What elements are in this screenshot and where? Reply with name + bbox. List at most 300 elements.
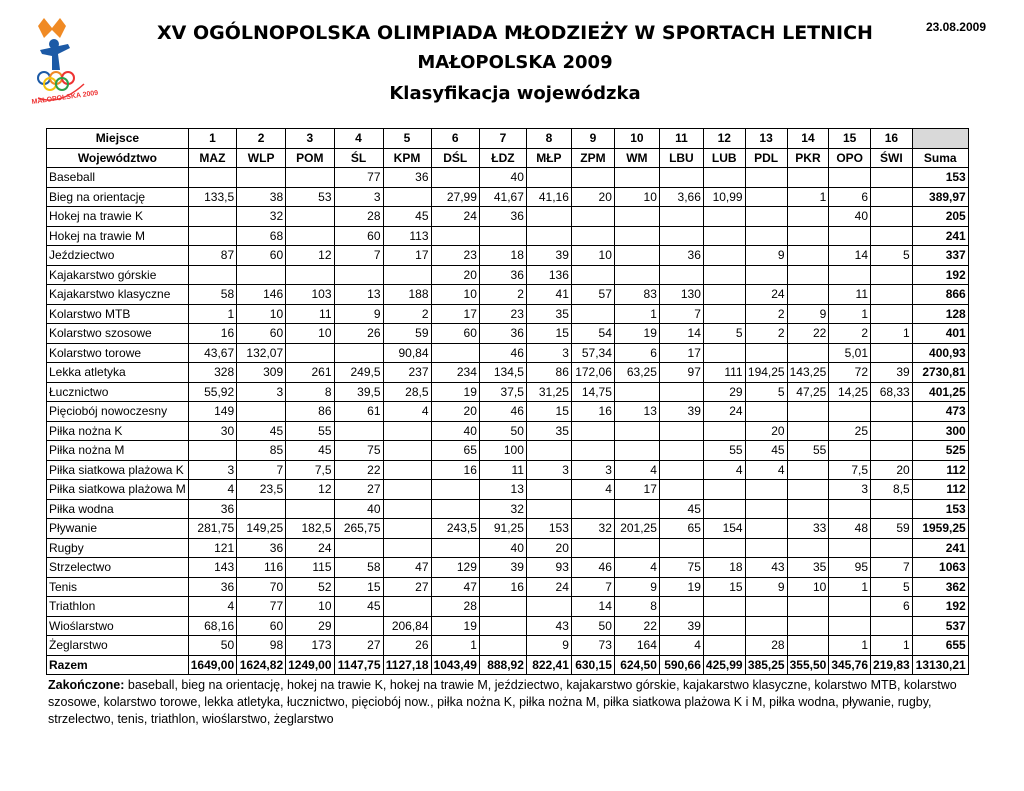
score-cell: 206,84 bbox=[383, 616, 431, 636]
score-cell bbox=[431, 480, 479, 500]
score-cell: 14 bbox=[659, 324, 703, 344]
score-cell bbox=[334, 538, 383, 558]
row-sum-cell: 241 bbox=[912, 538, 968, 558]
score-cell: 1 bbox=[829, 636, 871, 656]
score-cell: 234 bbox=[431, 363, 479, 383]
score-cell: 45 bbox=[334, 597, 383, 617]
total-cell: 822,41 bbox=[526, 655, 571, 675]
discipline-name: Wioślarstwo bbox=[47, 616, 189, 636]
score-cell: 243,5 bbox=[431, 519, 479, 539]
score-cell: 16 bbox=[431, 460, 479, 480]
score-cell bbox=[745, 402, 787, 422]
score-cell: 36 bbox=[479, 207, 526, 227]
places-header-row bbox=[47, 129, 969, 149]
score-cell bbox=[787, 499, 829, 519]
score-cell bbox=[829, 402, 871, 422]
score-cell: 47 bbox=[431, 577, 479, 597]
score-cell: 65 bbox=[659, 519, 703, 539]
discipline-name: Pływanie bbox=[47, 519, 189, 539]
score-cell: 75 bbox=[334, 441, 383, 461]
score-cell bbox=[431, 168, 479, 188]
score-cell: 3 bbox=[526, 343, 571, 363]
region-header-label: Województwo bbox=[47, 148, 189, 168]
score-cell bbox=[383, 441, 431, 461]
score-cell: 14,75 bbox=[571, 382, 614, 402]
olympiad-logo bbox=[30, 14, 110, 109]
place-header-cell: 14 bbox=[787, 129, 829, 149]
score-cell: 40 bbox=[829, 207, 871, 227]
score-cell bbox=[614, 441, 659, 461]
score-cell bbox=[614, 538, 659, 558]
score-cell: 47 bbox=[383, 558, 431, 578]
region-header-cell: KPM bbox=[383, 148, 431, 168]
score-cell: 10 bbox=[787, 577, 829, 597]
score-cell: 132,07 bbox=[237, 343, 286, 363]
score-cell bbox=[745, 480, 787, 500]
score-cell: 24 bbox=[431, 207, 479, 227]
score-cell: 309 bbox=[237, 363, 286, 383]
score-cell: 24 bbox=[703, 402, 745, 422]
total-cell: 1043,49 bbox=[431, 655, 479, 675]
score-cell bbox=[383, 421, 431, 441]
discipline-name: Piłka nożna K bbox=[47, 421, 189, 441]
region-header-cell: PKR bbox=[787, 148, 829, 168]
score-cell: 37,5 bbox=[479, 382, 526, 402]
completed-list: baseball, bieg na orientację, hokej na trawie K, hokej na trawie M, jeździectwo, kajakarstwo górskie, kajakarstwo klasyczne, kolarstwo MTB, kolarstwo szosowe, kolarstwo torowe, lekka atletyka, łucznictwo, pięciobój now., piłka nożna K, piłka nożna M, piłka siatkowa plażowa K i M, piłka wodna, pływanie, rugby, strzelectwo, tenis, triathlon, wioślarstwo, żeglarstwo bbox=[48, 678, 957, 726]
score-cell bbox=[571, 441, 614, 461]
score-cell: 15 bbox=[526, 402, 571, 422]
score-cell: 9 bbox=[745, 246, 787, 266]
score-cell: 57,34 bbox=[571, 343, 614, 363]
score-cell: 6 bbox=[614, 343, 659, 363]
score-cell bbox=[871, 207, 913, 227]
completed-events-note bbox=[48, 677, 978, 728]
score-cell: 10,99 bbox=[703, 187, 745, 207]
score-cell: 45 bbox=[383, 207, 431, 227]
score-cell bbox=[383, 265, 431, 285]
score-cell bbox=[871, 343, 913, 363]
score-cell: 11 bbox=[286, 304, 334, 324]
score-cell: 48 bbox=[829, 519, 871, 539]
row-sum-cell: 362 bbox=[912, 577, 968, 597]
score-cell: 20 bbox=[526, 538, 571, 558]
score-cell: 116 bbox=[237, 558, 286, 578]
score-cell: 46 bbox=[479, 402, 526, 422]
score-cell: 3 bbox=[526, 460, 571, 480]
score-cell bbox=[571, 207, 614, 227]
score-cell: 63,25 bbox=[614, 363, 659, 383]
score-cell: 15 bbox=[703, 577, 745, 597]
score-cell: 29 bbox=[286, 616, 334, 636]
score-cell bbox=[614, 265, 659, 285]
score-cell bbox=[383, 480, 431, 500]
table-row bbox=[47, 558, 969, 578]
total-cell: 355,50 bbox=[787, 655, 829, 675]
score-cell: 1 bbox=[871, 324, 913, 344]
row-sum-cell: 400,93 bbox=[912, 343, 968, 363]
row-sum-cell: 153 bbox=[912, 499, 968, 519]
score-cell: 36 bbox=[659, 246, 703, 266]
score-cell: 35 bbox=[526, 421, 571, 441]
score-cell: 16 bbox=[479, 577, 526, 597]
row-sum-cell: 401 bbox=[912, 324, 968, 344]
score-cell: 23 bbox=[479, 304, 526, 324]
score-cell: 249,5 bbox=[334, 363, 383, 383]
score-cell bbox=[659, 265, 703, 285]
score-cell bbox=[829, 597, 871, 617]
score-cell bbox=[787, 265, 829, 285]
score-cell bbox=[787, 597, 829, 617]
place-header-cell: 10 bbox=[614, 129, 659, 149]
row-sum-cell: 655 bbox=[912, 636, 968, 656]
score-cell: 182,5 bbox=[286, 519, 334, 539]
score-cell: 9 bbox=[614, 577, 659, 597]
score-cell bbox=[659, 421, 703, 441]
score-cell: 2 bbox=[479, 285, 526, 305]
score-cell: 26 bbox=[383, 636, 431, 656]
discipline-name: Lekka atletyka bbox=[47, 363, 189, 383]
score-cell bbox=[571, 168, 614, 188]
score-cell: 77 bbox=[334, 168, 383, 188]
place-header-cell: 16 bbox=[871, 129, 913, 149]
place-header-cell: 12 bbox=[703, 129, 745, 149]
score-cell bbox=[871, 187, 913, 207]
score-cell: 39 bbox=[659, 402, 703, 422]
row-sum-cell: 537 bbox=[912, 616, 968, 636]
score-cell bbox=[703, 343, 745, 363]
score-cell: 18 bbox=[703, 558, 745, 578]
score-cell: 4 bbox=[703, 460, 745, 480]
score-cell: 143 bbox=[188, 558, 236, 578]
score-cell bbox=[571, 421, 614, 441]
score-cell bbox=[787, 246, 829, 266]
total-cell: 1127,18 bbox=[383, 655, 431, 675]
row-sum-cell: 192 bbox=[912, 597, 968, 617]
row-sum-cell: 866 bbox=[912, 285, 968, 305]
place-header-cell: 8 bbox=[526, 129, 571, 149]
score-cell bbox=[188, 226, 236, 246]
score-cell: 10 bbox=[237, 304, 286, 324]
score-cell bbox=[188, 168, 236, 188]
discipline-name: Piłka siatkowa plażowa M bbox=[47, 480, 189, 500]
table-row bbox=[47, 460, 969, 480]
score-cell bbox=[871, 285, 913, 305]
score-cell: 9 bbox=[745, 577, 787, 597]
score-cell: 32 bbox=[237, 207, 286, 227]
score-cell: 86 bbox=[286, 402, 334, 422]
score-cell: 27 bbox=[334, 480, 383, 500]
row-sum-cell: 389,97 bbox=[912, 187, 968, 207]
score-cell: 261 bbox=[286, 363, 334, 383]
table-row bbox=[47, 324, 969, 344]
score-cell: 3 bbox=[188, 460, 236, 480]
score-cell bbox=[237, 265, 286, 285]
score-cell: 27,99 bbox=[431, 187, 479, 207]
region-header-cell: ŁDZ bbox=[479, 148, 526, 168]
score-cell bbox=[188, 265, 236, 285]
place-sum-header-blank bbox=[912, 129, 968, 149]
discipline-name: Piłka siatkowa plażowa K bbox=[47, 460, 189, 480]
score-cell: 36 bbox=[188, 499, 236, 519]
total-cell: 630,15 bbox=[571, 655, 614, 675]
score-cell bbox=[871, 265, 913, 285]
score-cell: 4 bbox=[571, 480, 614, 500]
score-cell bbox=[383, 460, 431, 480]
score-cell: 13 bbox=[479, 480, 526, 500]
score-cell bbox=[787, 460, 829, 480]
total-cell: 888,92 bbox=[479, 655, 526, 675]
score-cell: 4 bbox=[614, 460, 659, 480]
place-header-cell: 3 bbox=[286, 129, 334, 149]
score-cell: 28 bbox=[334, 207, 383, 227]
score-cell: 103 bbox=[286, 285, 334, 305]
score-cell: 60 bbox=[334, 226, 383, 246]
score-cell bbox=[526, 226, 571, 246]
svg-text:MAŁOPOLSKA 2009: MAŁOPOLSKA 2009 bbox=[31, 89, 99, 106]
score-cell bbox=[526, 441, 571, 461]
score-cell: 43 bbox=[526, 616, 571, 636]
score-cell bbox=[614, 421, 659, 441]
score-cell: 1 bbox=[787, 187, 829, 207]
score-cell: 55,92 bbox=[188, 382, 236, 402]
row-sum-cell: 1063 bbox=[912, 558, 968, 578]
score-cell: 26 bbox=[334, 324, 383, 344]
score-cell: 43 bbox=[745, 558, 787, 578]
score-cell bbox=[871, 421, 913, 441]
discipline-name: Pięciobój nowoczesny bbox=[47, 402, 189, 422]
score-cell: 20 bbox=[571, 187, 614, 207]
score-cell: 59 bbox=[871, 519, 913, 539]
score-cell: 60 bbox=[237, 246, 286, 266]
total-cell: 1147,75 bbox=[334, 655, 383, 675]
score-cell bbox=[787, 480, 829, 500]
score-cell bbox=[286, 265, 334, 285]
row-sum-cell: 525 bbox=[912, 441, 968, 461]
score-cell: 4 bbox=[614, 558, 659, 578]
score-cell: 40 bbox=[479, 168, 526, 188]
score-cell bbox=[571, 226, 614, 246]
score-cell: 17 bbox=[614, 480, 659, 500]
score-cell: 27 bbox=[334, 636, 383, 656]
score-cell: 41 bbox=[526, 285, 571, 305]
score-cell bbox=[871, 304, 913, 324]
row-sum-cell: 153 bbox=[912, 168, 968, 188]
region-header-cell: PDL bbox=[745, 148, 787, 168]
discipline-name: Hokej na trawie K bbox=[47, 207, 189, 227]
region-header-cell: ZPM bbox=[571, 148, 614, 168]
score-cell: 32 bbox=[479, 499, 526, 519]
score-cell bbox=[479, 597, 526, 617]
score-cell: 8,5 bbox=[871, 480, 913, 500]
score-cell: 154 bbox=[703, 519, 745, 539]
score-cell bbox=[526, 499, 571, 519]
region-header-cell: POM bbox=[286, 148, 334, 168]
score-cell bbox=[383, 519, 431, 539]
score-cell bbox=[829, 441, 871, 461]
score-cell bbox=[745, 519, 787, 539]
score-cell: 20 bbox=[745, 421, 787, 441]
score-cell: 5 bbox=[745, 382, 787, 402]
discipline-name: Kolarstwo MTB bbox=[47, 304, 189, 324]
score-cell: 24 bbox=[286, 538, 334, 558]
region-header-cell: MAZ bbox=[188, 148, 236, 168]
score-cell bbox=[334, 421, 383, 441]
score-cell: 9 bbox=[334, 304, 383, 324]
place-header-cell: 11 bbox=[659, 129, 703, 149]
score-cell: 10 bbox=[286, 597, 334, 617]
score-cell bbox=[659, 226, 703, 246]
score-cell bbox=[787, 636, 829, 656]
score-cell: 17 bbox=[659, 343, 703, 363]
score-cell: 50 bbox=[188, 636, 236, 656]
score-cell bbox=[237, 499, 286, 519]
score-cell: 7,5 bbox=[829, 460, 871, 480]
score-cell bbox=[871, 499, 913, 519]
score-cell bbox=[614, 382, 659, 402]
region-header-cell: ŚWI bbox=[871, 148, 913, 168]
score-cell: 5,01 bbox=[829, 343, 871, 363]
score-cell: 55 bbox=[286, 421, 334, 441]
regions-header-row bbox=[47, 148, 969, 168]
score-cell: 281,75 bbox=[188, 519, 236, 539]
score-cell bbox=[571, 499, 614, 519]
score-cell: 7 bbox=[334, 246, 383, 266]
score-cell: 68 bbox=[237, 226, 286, 246]
score-cell: 16 bbox=[571, 402, 614, 422]
score-cell: 55 bbox=[703, 441, 745, 461]
table-row bbox=[47, 363, 969, 383]
score-cell bbox=[659, 382, 703, 402]
score-cell: 4 bbox=[188, 480, 236, 500]
score-cell: 19 bbox=[614, 324, 659, 344]
score-cell bbox=[787, 421, 829, 441]
score-cell: 45 bbox=[286, 441, 334, 461]
score-cell bbox=[745, 499, 787, 519]
score-cell: 98 bbox=[237, 636, 286, 656]
row-sum-cell: 473 bbox=[912, 402, 968, 422]
row-sum-cell: 205 bbox=[912, 207, 968, 227]
score-cell bbox=[383, 187, 431, 207]
row-sum-cell: 112 bbox=[912, 460, 968, 480]
discipline-name: Żeglarstwo bbox=[47, 636, 189, 656]
score-cell: 328 bbox=[188, 363, 236, 383]
score-cell: 3 bbox=[571, 460, 614, 480]
score-cell: 194,25 bbox=[745, 363, 787, 383]
score-cell bbox=[703, 168, 745, 188]
score-cell: 1 bbox=[829, 304, 871, 324]
score-cell: 31,25 bbox=[526, 382, 571, 402]
discipline-name: Baseball bbox=[47, 168, 189, 188]
score-cell: 55 bbox=[787, 441, 829, 461]
score-cell bbox=[703, 285, 745, 305]
score-cell bbox=[745, 343, 787, 363]
table-row bbox=[47, 441, 969, 461]
score-cell bbox=[787, 538, 829, 558]
score-cell: 30 bbox=[188, 421, 236, 441]
score-cell: 10 bbox=[614, 187, 659, 207]
score-cell: 86 bbox=[526, 363, 571, 383]
score-cell: 36 bbox=[479, 265, 526, 285]
score-cell bbox=[787, 168, 829, 188]
score-cell: 57 bbox=[571, 285, 614, 305]
total-label: Razem bbox=[47, 655, 189, 675]
score-cell: 24 bbox=[745, 285, 787, 305]
table-row bbox=[47, 343, 969, 363]
discipline-name: Piłka wodna bbox=[47, 499, 189, 519]
score-cell: 10 bbox=[286, 324, 334, 344]
score-cell: 38 bbox=[237, 187, 286, 207]
total-cell: 219,83 bbox=[871, 655, 913, 675]
score-cell: 46 bbox=[571, 558, 614, 578]
score-cell bbox=[703, 226, 745, 246]
score-cell: 35 bbox=[526, 304, 571, 324]
score-cell: 45 bbox=[745, 441, 787, 461]
table-row bbox=[47, 265, 969, 285]
score-cell: 53 bbox=[286, 187, 334, 207]
table-row bbox=[47, 519, 969, 539]
score-cell: 113 bbox=[383, 226, 431, 246]
score-cell: 50 bbox=[571, 616, 614, 636]
score-cell bbox=[431, 499, 479, 519]
score-cell: 28 bbox=[745, 636, 787, 656]
score-cell: 39 bbox=[871, 363, 913, 383]
row-sum-cell: 2730,81 bbox=[912, 363, 968, 383]
score-cell: 27 bbox=[383, 577, 431, 597]
score-cell: 14 bbox=[829, 246, 871, 266]
total-cell: 345,76 bbox=[829, 655, 871, 675]
score-cell bbox=[871, 441, 913, 461]
score-cell: 61 bbox=[334, 402, 383, 422]
score-cell: 97 bbox=[659, 363, 703, 383]
score-cell bbox=[871, 616, 913, 636]
score-cell: 7,5 bbox=[286, 460, 334, 480]
score-cell: 15 bbox=[526, 324, 571, 344]
score-cell: 10 bbox=[431, 285, 479, 305]
score-cell: 39 bbox=[479, 558, 526, 578]
score-cell: 121 bbox=[188, 538, 236, 558]
score-cell: 23,5 bbox=[237, 480, 286, 500]
score-cell bbox=[787, 402, 829, 422]
row-sum-cell: 337 bbox=[912, 246, 968, 266]
total-cell: 425,99 bbox=[703, 655, 745, 675]
table-row bbox=[47, 577, 969, 597]
score-cell bbox=[703, 265, 745, 285]
total-cell: 590,66 bbox=[659, 655, 703, 675]
grand-total-cell: 13130,21 bbox=[912, 655, 968, 675]
total-row bbox=[47, 655, 969, 675]
score-cell bbox=[659, 168, 703, 188]
score-cell bbox=[745, 597, 787, 617]
region-header-cell: WM bbox=[614, 148, 659, 168]
score-cell bbox=[703, 304, 745, 324]
row-sum-cell: 1959,25 bbox=[912, 519, 968, 539]
score-cell: 36 bbox=[188, 577, 236, 597]
score-cell: 85 bbox=[237, 441, 286, 461]
discipline-name: Piłka nożna M bbox=[47, 441, 189, 461]
score-cell: 130 bbox=[659, 285, 703, 305]
score-cell: 15 bbox=[334, 577, 383, 597]
score-cell: 95 bbox=[829, 558, 871, 578]
score-cell: 35 bbox=[787, 558, 829, 578]
score-cell bbox=[383, 499, 431, 519]
region-header-cell: ŚL bbox=[334, 148, 383, 168]
score-cell bbox=[383, 538, 431, 558]
score-cell bbox=[703, 499, 745, 519]
score-cell bbox=[871, 402, 913, 422]
score-cell: 60 bbox=[431, 324, 479, 344]
score-cell bbox=[703, 421, 745, 441]
score-cell bbox=[745, 207, 787, 227]
